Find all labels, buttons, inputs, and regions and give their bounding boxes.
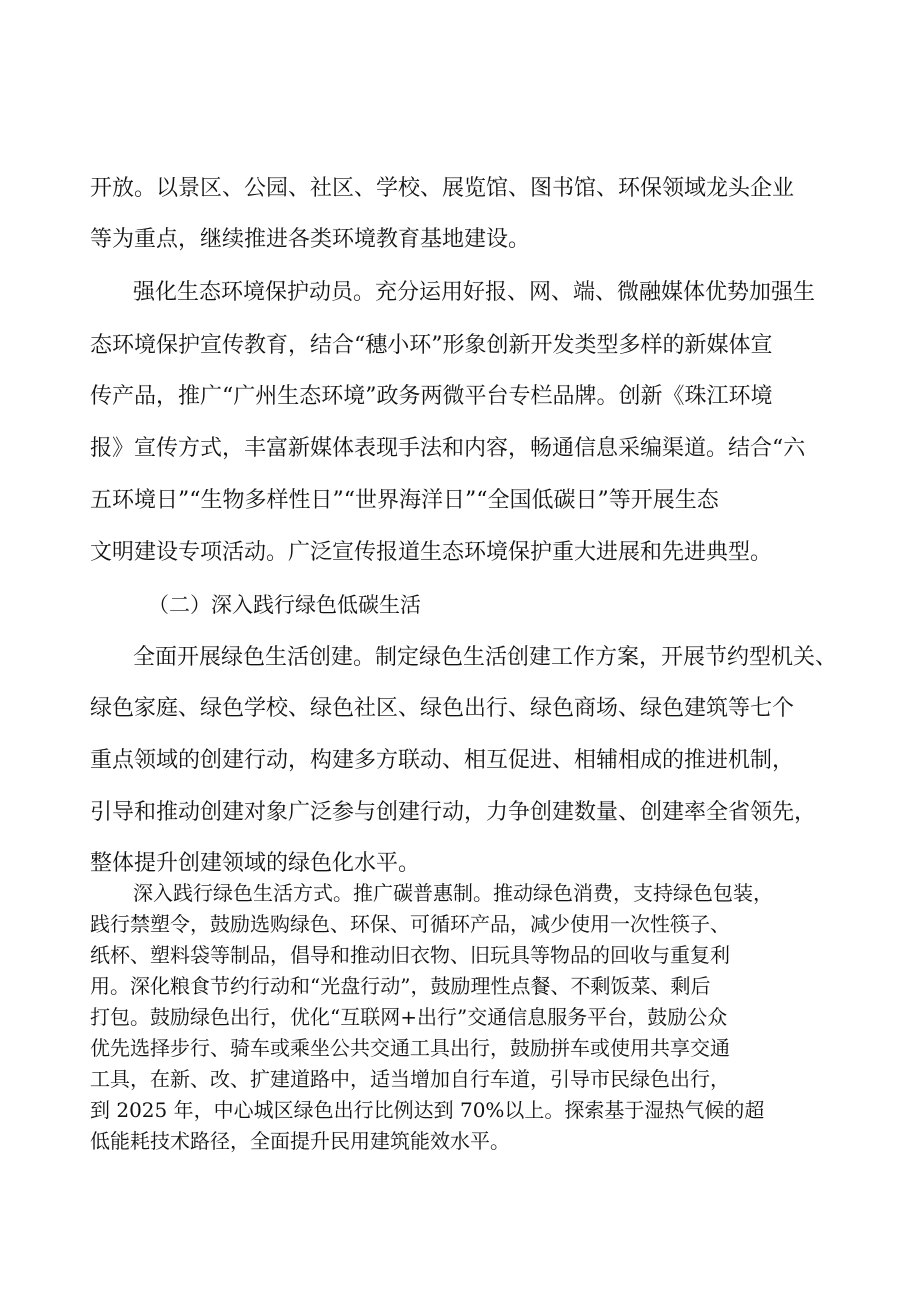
paragraph-line: 引导和推动创建对象广泛参与创建行动，力争创建数量、创建率全省领先， [90,800,817,825]
paragraph-line: 纸杯、塑料袋等制品，倡导和推动旧衣物、旧玩具等物品的回收与重复利 [90,943,730,967]
paragraph-line: 态环境保护宣传教育，结合“穗小环”形象创新开发类型多样的新媒体宣 [90,333,773,358]
paragraph-line: 深入践行绿色生活方式。推广碳普惠制。推动绿色消费，支持绿色包装， [133,881,773,905]
paragraph-line: 低能耗技术路径，全面提升民用建筑能效水平。 [90,1129,510,1153]
paragraph-line: 强化生态环境保护动员。充分运用好报、网、端、微融媒体优势加强生 [133,280,816,305]
paragraph-line: 工具，在新、改、扩建道路中，适当增加自行车道，引导市民绿色出行， [90,1067,730,1091]
paragraph-line: 绿色家庭、绿色学校、绿色社区、绿色出行、绿色商场、绿色建筑等七个 [90,696,795,721]
section-heading: （二）深入践行绿色低碳生活 [148,593,421,617]
paragraph-line: 到 2025 年，中心城区绿色出行比例达到 70%以上。探索基于湿热气候的超 [90,1098,765,1122]
paragraph-line: 开放。以景区、公园、社区、学校、展览馆、图书馆、环保领域龙头企业 [90,176,795,201]
paragraph-line: 五环境日”“生物多样性日”“世界海洋日”“全国低碳日”等开展生态 [90,488,719,513]
paragraph-line: 报》宣传方式，丰富新媒体表现手法和内容，畅通信息采编渠道。结合“六 [90,436,806,461]
paragraph-line: 重点领域的创建行动，构建多方联动、相互促进、相辅相成的推进机制， [90,748,795,773]
paragraph-line: 传产品，推广“广州生态环境”政务两微平台专栏品牌。创新《珠江环境 [90,384,773,409]
paragraph-line: 文明建设专项活动。广泛宣传报道生态环境保护重大进展和先进典型。 [90,540,773,565]
paragraph-line: 等为重点，继续推进各类环境教育基地建设。 [90,227,531,252]
paragraph-line: 践行禁塑令，鼓励选购绿色、环保、可循环产品，减少使用一次性筷子、 [90,912,730,936]
paragraph-line: 优先选择步行、骑车或乘坐公共交通工具出行，鼓励拼车或使用共享交通 [90,1036,730,1060]
paragraph-line: 全面开展绿色生活创建。制定绿色生活创建工作方案，开展节约型机关、 [133,645,838,670]
paragraph-line: 打包。鼓励绿色出行，优化“互联网+出行”交通信息服务平台，鼓励公众 [90,1005,728,1029]
paragraph-line: 整体提升创建领域的绿色化水平。 [90,851,421,876]
paragraph-line: 用。深化粮食节约行动和“光盘行动”，鼓励理性点餐、不剩饭菜、剩后 [90,974,711,998]
